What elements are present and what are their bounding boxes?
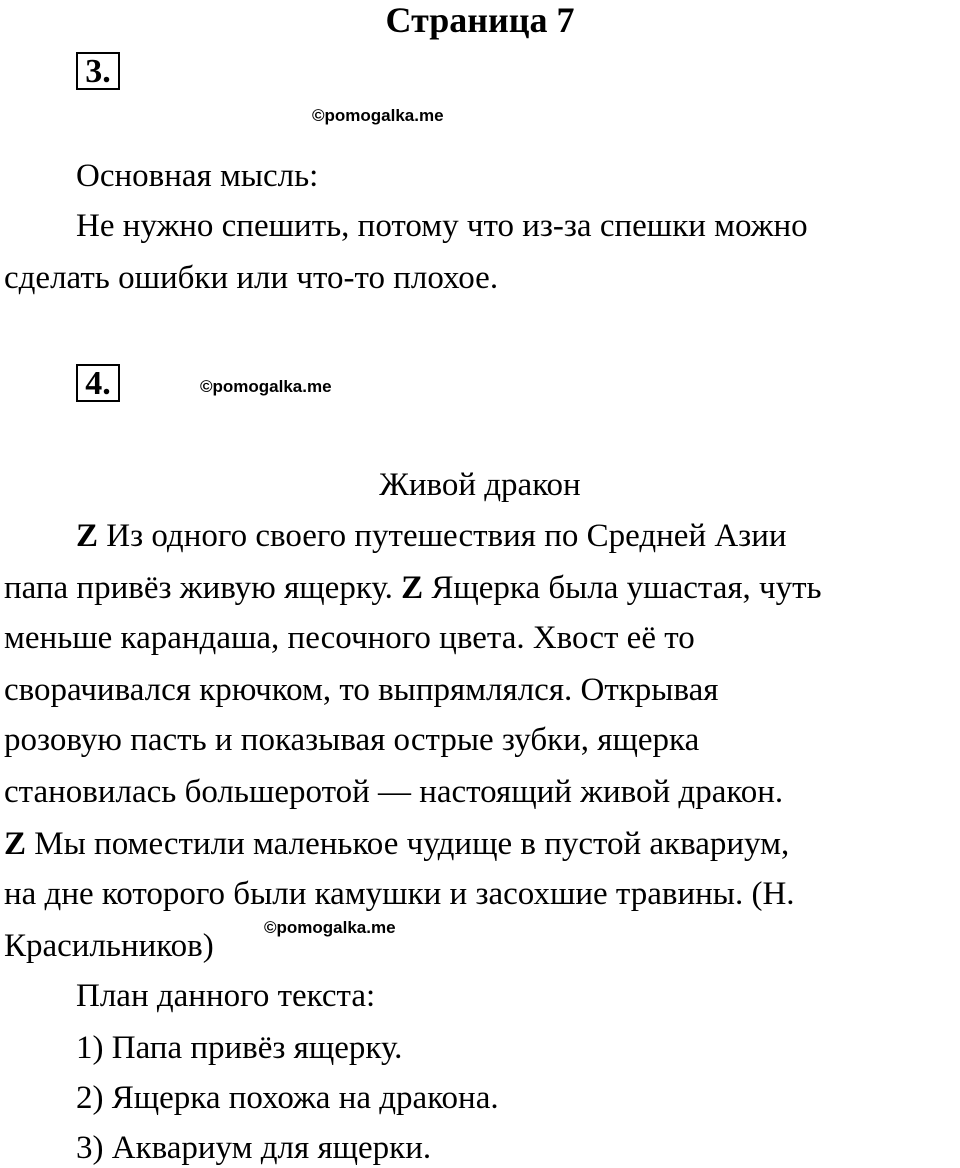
- task-number-3: 3.: [76, 52, 120, 90]
- sentence-marker: Z: [4, 826, 27, 862]
- main-idea-line-1: Не нужно спешить, потому что из-за спешки можно: [76, 208, 808, 244]
- plan-item: 3) Аквариум для ящерки.: [76, 1130, 432, 1166]
- plan-item: 1) Папа привёз ящерку.: [76, 1030, 403, 1066]
- story-line-3: меньше карандаша, песочного цвета. Хвост её то: [4, 620, 695, 656]
- story-line-7: Z Мы поместили маленькое чудище в пустой аквариум,: [4, 826, 790, 862]
- story-line-2: папа привёз живую ящерку. Z Ящерка была ушастая, чуть: [4, 570, 822, 606]
- sentence-marker: Z: [401, 570, 424, 606]
- main-idea-heading: Основная мысль:: [76, 158, 319, 194]
- watermark: ©pomogalka.me: [200, 377, 332, 396]
- watermark: ©pomogalka.me: [312, 106, 444, 125]
- main-idea-line-2: сделать ошибки или что-то плохое.: [4, 260, 499, 296]
- watermark: ©pomogalka.me: [264, 918, 396, 937]
- plan-heading: План данного текста:: [76, 978, 376, 1014]
- sentence-marker: Z: [76, 518, 99, 554]
- story-line-9: Красильников): [4, 928, 214, 964]
- story-title: Живой дракон: [379, 467, 581, 503]
- page-title: Страница 7: [385, 0, 575, 40]
- story-line-5: розовую пасть и показывая острые зубки, ящерка: [4, 722, 700, 758]
- story-line-4: сворачивался крючком, то выпрямлялся. Открывая: [4, 672, 719, 708]
- task-number-4: 4.: [76, 364, 120, 402]
- story-line-6: становилась большеротой — настоящий живой дракон.: [4, 774, 784, 810]
- story-line-8: на дне которого были камушки и засохшие травины. (Н.: [4, 876, 795, 912]
- story-line-1: Z Из одного своего путешествия по Средней Азии: [76, 518, 787, 554]
- plan-item: 2) Ящерка похожа на дракона.: [76, 1080, 499, 1116]
